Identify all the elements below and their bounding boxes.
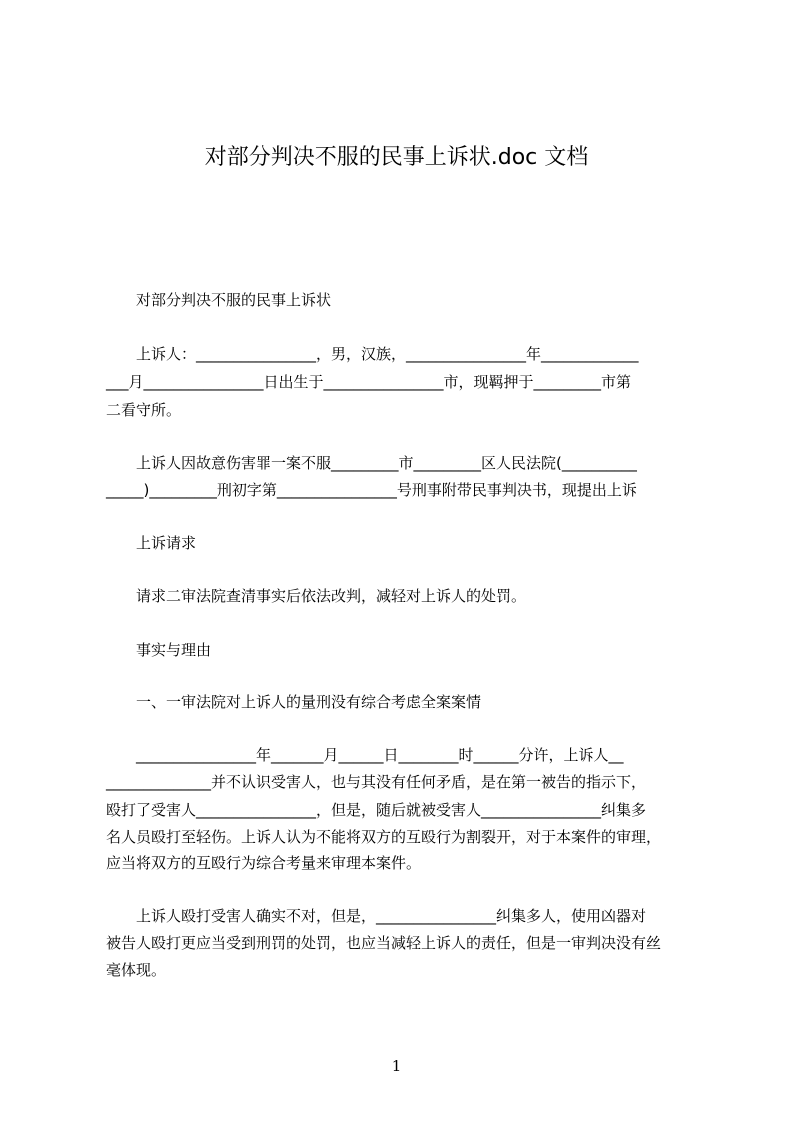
paragraph-line: 上诉人：________________，男，汉族，________________年_____________	[136, 345, 639, 363]
paragraph-line: _____)_________刑初字第________________号刑事附带民事判决书，现提出上诉	[106, 481, 637, 499]
page-number: 1	[391, 1057, 402, 1075]
paragraph-line: 上诉人因故意伤害罪一案不服_________市_________区人民法院(__________	[136, 454, 637, 472]
section-heading-facts: 事实与理由	[136, 641, 212, 659]
paragraph-line: ________________年_______月______日________时______分许，上诉人__	[136, 746, 624, 764]
document-title: 对部分判决不服的民事上诉状.doc 文档	[204, 145, 589, 170]
point-1-heading: 一、一审法院对上诉人的量刑没有综合考虑全案案情	[136, 693, 482, 711]
paragraph-line: 殴打了受害人________________，但是，随后就被受害人________________纠集多	[106, 801, 647, 819]
paragraph-line: 名人员殴打至轻伤。上诉人认为不能将双方的互殴行为割裂开，对于本案件的审理，	[106, 828, 662, 846]
paragraph-line: 上诉人殴打受害人确实不对，但是，________________纠集多人，使用凶器对	[136, 907, 647, 925]
body-heading: 对部分判决不服的民事上诉状	[136, 291, 332, 309]
paragraph-line: 应当将双方的互殴行为综合考量来审理本案件。	[106, 854, 422, 872]
paragraph-line: ___月________________日出生于________________市，现羁押于_________市第	[106, 373, 632, 391]
paragraph-line: 二看守所。	[106, 401, 182, 419]
paragraph-line: 毫体现。	[106, 961, 167, 979]
paragraph-line: 被告人殴打更应当受到刑罚的处罚，也应当减轻上诉人的责任，但是一审判决没有丝	[106, 934, 662, 952]
section-heading-request: 上诉请求	[136, 534, 197, 552]
paragraph-line: ______________并不认识受害人，也与其没有任何矛盾，是在第一被告的指示下，	[106, 773, 647, 791]
request-text: 请求二审法院查清事实后依法改判，减轻对上诉人的处罚。	[136, 587, 527, 605]
